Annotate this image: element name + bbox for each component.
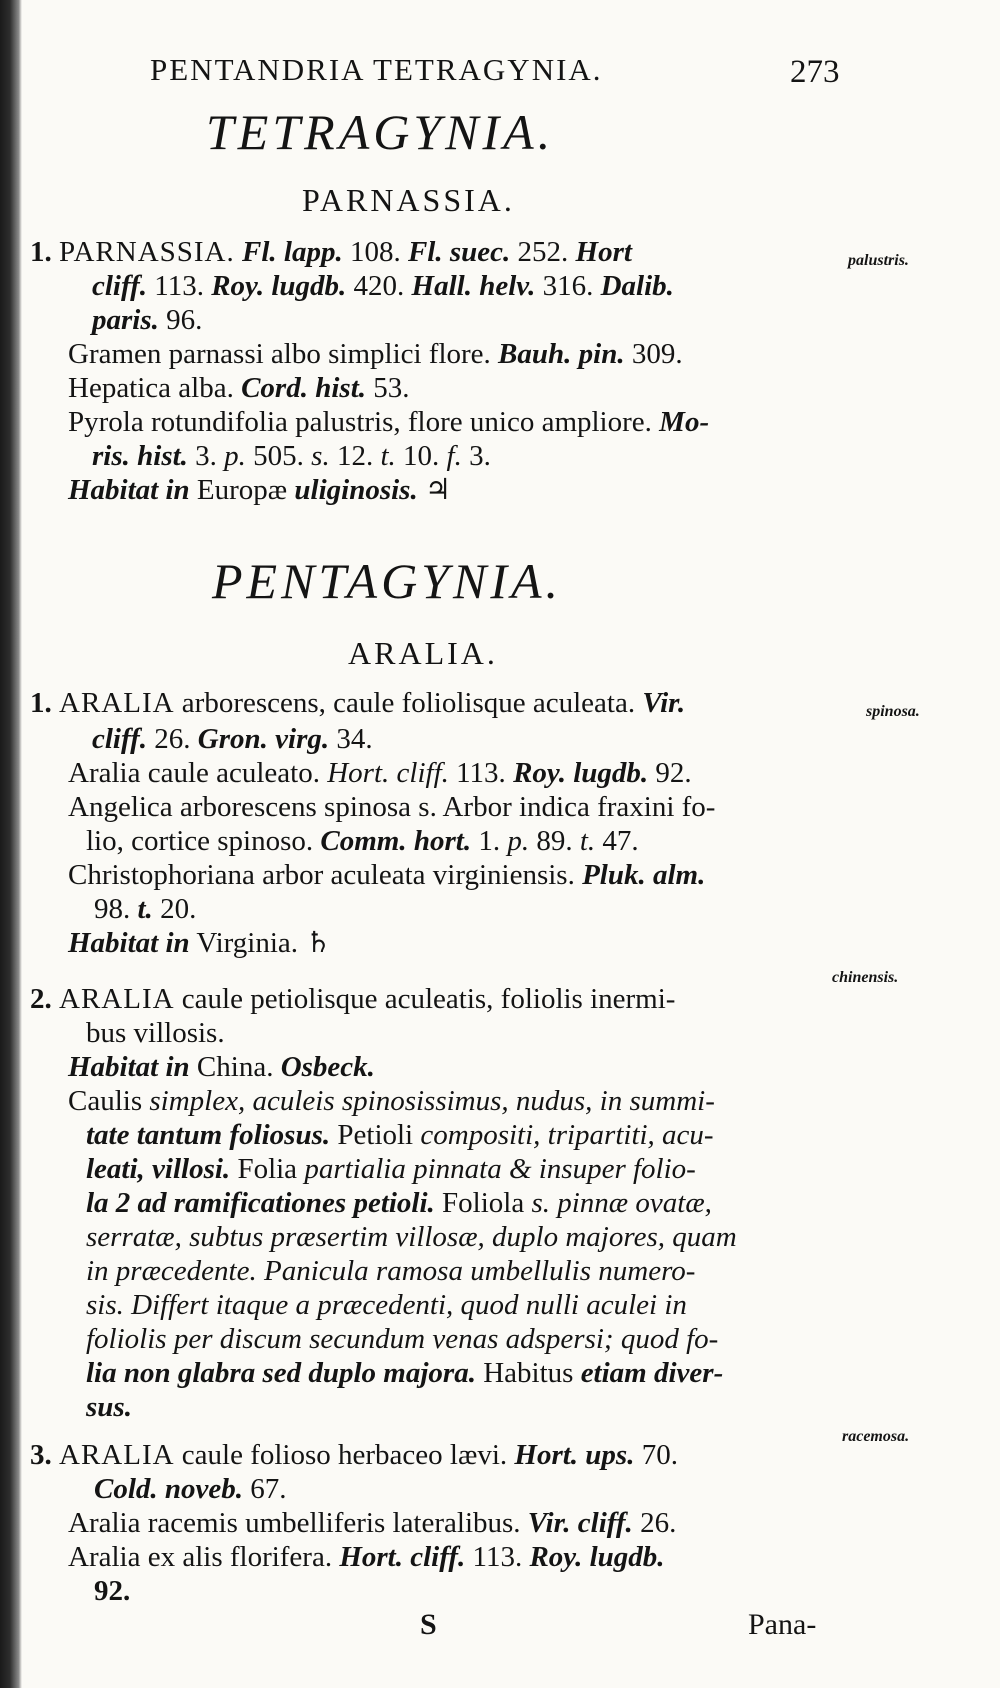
term: Folia: [237, 1153, 298, 1185]
ref-num: 3.: [469, 440, 491, 472]
entry-line: [68, 405, 709, 439]
habitat-label: Habitat in: [68, 474, 190, 506]
description-line: [86, 1186, 712, 1220]
diagnosis: caule petiolisque aculeatis, foliolis inermi-: [181, 983, 676, 1015]
book-binding-shadow: [0, 0, 22, 1688]
diagnosis: caule folioso herbaceo lævi.: [181, 1439, 508, 1471]
description-line: [68, 1084, 715, 1118]
habitat-line: [68, 473, 451, 507]
ref: Dalib.: [600, 270, 674, 302]
synonym: lio, cortice spinoso.: [86, 825, 314, 857]
description: lia non glabra sed duplo majora.: [86, 1357, 476, 1389]
ref: Bauh. pin.: [498, 338, 625, 370]
ref: Fl. suec.: [407, 236, 511, 268]
term: Petioli: [337, 1119, 414, 1151]
ref: Hort: [575, 236, 632, 268]
description: leati, villosi.: [86, 1153, 231, 1185]
entry-number: 3.: [30, 1439, 52, 1471]
catchword: Pana-: [748, 1608, 817, 1641]
ref: Roy. lugdb.: [211, 270, 347, 302]
entry-line: [68, 371, 410, 405]
trivial-name-marginal: palustris.: [848, 252, 909, 269]
description-line: sis. Differt itaque a præcedenti, quod nulli aculei in: [86, 1289, 687, 1321]
entry-line: [30, 686, 685, 720]
diagnosis: arborescens, caule foliolisque aculeata.: [181, 687, 636, 719]
description-line: serratæ, subtus præsertim villosæ, duplo majores, quam: [86, 1221, 737, 1253]
entry-line: [92, 269, 674, 303]
ref: p.: [224, 440, 246, 472]
habitat-label: Habitat in: [68, 1051, 190, 1083]
trivial-name-marginal: spinosa.: [866, 703, 920, 720]
ref-num: 113.: [472, 1541, 523, 1573]
entry-line: 92.: [94, 1575, 131, 1607]
ref: Vir.: [642, 687, 686, 719]
description-line: [86, 1118, 714, 1152]
description: compositi, tripartiti, acu-: [420, 1119, 714, 1151]
ref-num: 92.: [655, 757, 692, 789]
running-header: PENTANDRIA TETRAGYNIA.: [150, 52, 603, 87]
ref: cliff.: [92, 723, 148, 755]
ref: Osbeck.: [280, 1051, 375, 1083]
ref-num: 26.: [154, 723, 191, 755]
ref: t.: [137, 893, 153, 925]
trivial-name-marginal: chinensis.: [832, 969, 899, 986]
ref-num: 3.: [195, 440, 217, 472]
entry-line: [94, 1472, 287, 1506]
ref: Hort. cliff.: [339, 1541, 466, 1573]
ref-num: 47.: [602, 825, 639, 857]
ref-num: 10.: [403, 440, 440, 472]
ref: t.: [380, 440, 396, 472]
synonym: Aralia ex alis florifera.: [68, 1541, 333, 1573]
entry-line: [68, 756, 692, 790]
entry-line: [92, 439, 491, 473]
ref: Gron. virg.: [197, 723, 330, 755]
ref: Vir. cliff.: [527, 1507, 633, 1539]
description-line: sus.: [86, 1391, 132, 1423]
description: la 2 ad ramificationes petioli.: [86, 1187, 435, 1219]
synonym: Pyrola rotundifolia palustris, flore unico ampliore.: [68, 406, 652, 438]
habitat-label: Habitat in: [68, 927, 190, 959]
ref-num: 67.: [250, 1473, 287, 1505]
term: Foliola: [442, 1187, 525, 1219]
entry-line: [94, 892, 196, 926]
ref: Cord. hist.: [241, 372, 367, 404]
entry-line: [68, 858, 705, 892]
synonym: Gramen parnassi albo simplici flore.: [68, 338, 491, 370]
genus-name: ARALIA: [59, 983, 175, 1015]
ref: Pluk. alm.: [582, 859, 706, 891]
ref: Hort. cliff.: [327, 757, 449, 789]
page-number: 273: [790, 54, 840, 90]
term: Habitus: [483, 1357, 574, 1389]
entry-line: [30, 1438, 678, 1472]
description: simplex, aculeis spinosissimus, nudus, in summi-: [149, 1085, 715, 1117]
ref: paris.: [92, 304, 159, 336]
ref: Hall. helv.: [411, 270, 536, 302]
habitat-place: China.: [196, 1051, 274, 1083]
signature-mark: S: [420, 1608, 437, 1641]
entry-line: [68, 1506, 676, 1540]
section-title-pentagynia: PENTAGYNIA.: [212, 553, 563, 609]
ref-num: 113.: [154, 270, 204, 302]
description: tate tantum foliosus.: [86, 1119, 331, 1151]
synonym: Christophoriana arbor aculeata virginiensis.: [68, 859, 575, 891]
ref-num: 34.: [336, 723, 373, 755]
description-line: foliolis per discum secundum venas adspersi; quod fo-: [86, 1323, 719, 1355]
ref: Roy. lugdb.: [529, 1541, 665, 1573]
ref: Comm. hort.: [320, 825, 472, 857]
entry-line: [30, 235, 632, 269]
genus-name: ARALIA: [59, 1439, 175, 1471]
entry-number: 1.: [30, 236, 52, 268]
ref-num: 1.: [478, 825, 501, 857]
ref: p.: [507, 825, 530, 857]
genus-heading-aralia: ARALIA.: [348, 635, 498, 671]
ref-num: 316.: [542, 270, 594, 302]
entry-line: [92, 303, 202, 337]
entry-line: [30, 982, 675, 1016]
description-line: [86, 1152, 696, 1186]
ref-num: 309.: [631, 338, 683, 370]
ref: Hort. ups.: [514, 1439, 635, 1471]
genus-name: ARALIA: [59, 687, 175, 719]
trivial-name-marginal: racemosa.: [842, 1428, 910, 1445]
ref: Fl. lapp.: [242, 236, 343, 268]
ref-num: 70.: [641, 1439, 678, 1471]
entry-number: 1.: [30, 687, 52, 719]
ref: Mo-: [659, 406, 710, 438]
habitat-detail: uliginosis.: [294, 474, 418, 506]
habitat-line: [68, 1050, 375, 1084]
section-title-tetragynia: TETRAGYNIA.: [206, 104, 555, 160]
ref-num: 420.: [353, 270, 405, 302]
habitat-place: Europæ: [196, 474, 288, 506]
entry-number: 2.: [30, 983, 52, 1015]
perennial-symbol: ♃: [424, 474, 451, 506]
description-line: [86, 1356, 723, 1390]
ref-num: 108.: [349, 236, 401, 268]
ref-num: 96.: [166, 304, 203, 336]
ref: s.: [311, 440, 330, 472]
ref: cliff.: [92, 270, 148, 302]
entry-line: bus villosis.: [86, 1017, 225, 1049]
habitat-line: [68, 926, 331, 960]
woody-symbol: ♄: [305, 927, 332, 959]
genus-heading-parnassia: PARNASSIA.: [302, 182, 515, 218]
ref: Cold. noveb.: [94, 1473, 244, 1505]
term: Caulis: [68, 1085, 143, 1117]
synonym: Aralia racemis umbelliferis lateralibus.: [68, 1507, 521, 1539]
description: partialia pinnata & insuper folio-: [304, 1153, 696, 1185]
entry-line: [86, 824, 639, 858]
description-line: in præcedente. Panicula ramosa umbellulis numero-: [86, 1255, 696, 1287]
ref-num: 26.: [640, 1507, 677, 1539]
description: etiam diver-: [580, 1357, 724, 1389]
entry-line: [68, 337, 683, 371]
ref-num: 505.: [253, 440, 304, 472]
ref: t.: [579, 825, 596, 857]
ref-num: 12.: [336, 440, 374, 472]
ref-num: 113.: [456, 757, 506, 789]
entry-line: [92, 722, 373, 756]
ref: f.: [446, 440, 462, 472]
habitat-place: Virginia.: [196, 927, 299, 959]
genus-name: PARNASSIA.: [59, 236, 235, 268]
description: s. pinnæ ovatæ,: [531, 1187, 712, 1219]
ref-num: 98.: [94, 893, 131, 925]
entry-line: [68, 1540, 665, 1574]
synonym: Aralia caule aculeato.: [68, 757, 320, 789]
ref: ris. hist.: [92, 440, 188, 472]
entry-line: Angelica arborescens spinosa s. Arbor indica fraxini fo-: [68, 791, 716, 823]
synonym: Hepatica alba.: [68, 372, 234, 404]
ref: Roy. lugdb.: [513, 757, 649, 789]
ref-num: 252.: [517, 236, 569, 268]
ref-num: 20.: [160, 893, 197, 925]
ref-num: 89.: [536, 825, 573, 857]
ref-num: 53.: [373, 372, 410, 404]
